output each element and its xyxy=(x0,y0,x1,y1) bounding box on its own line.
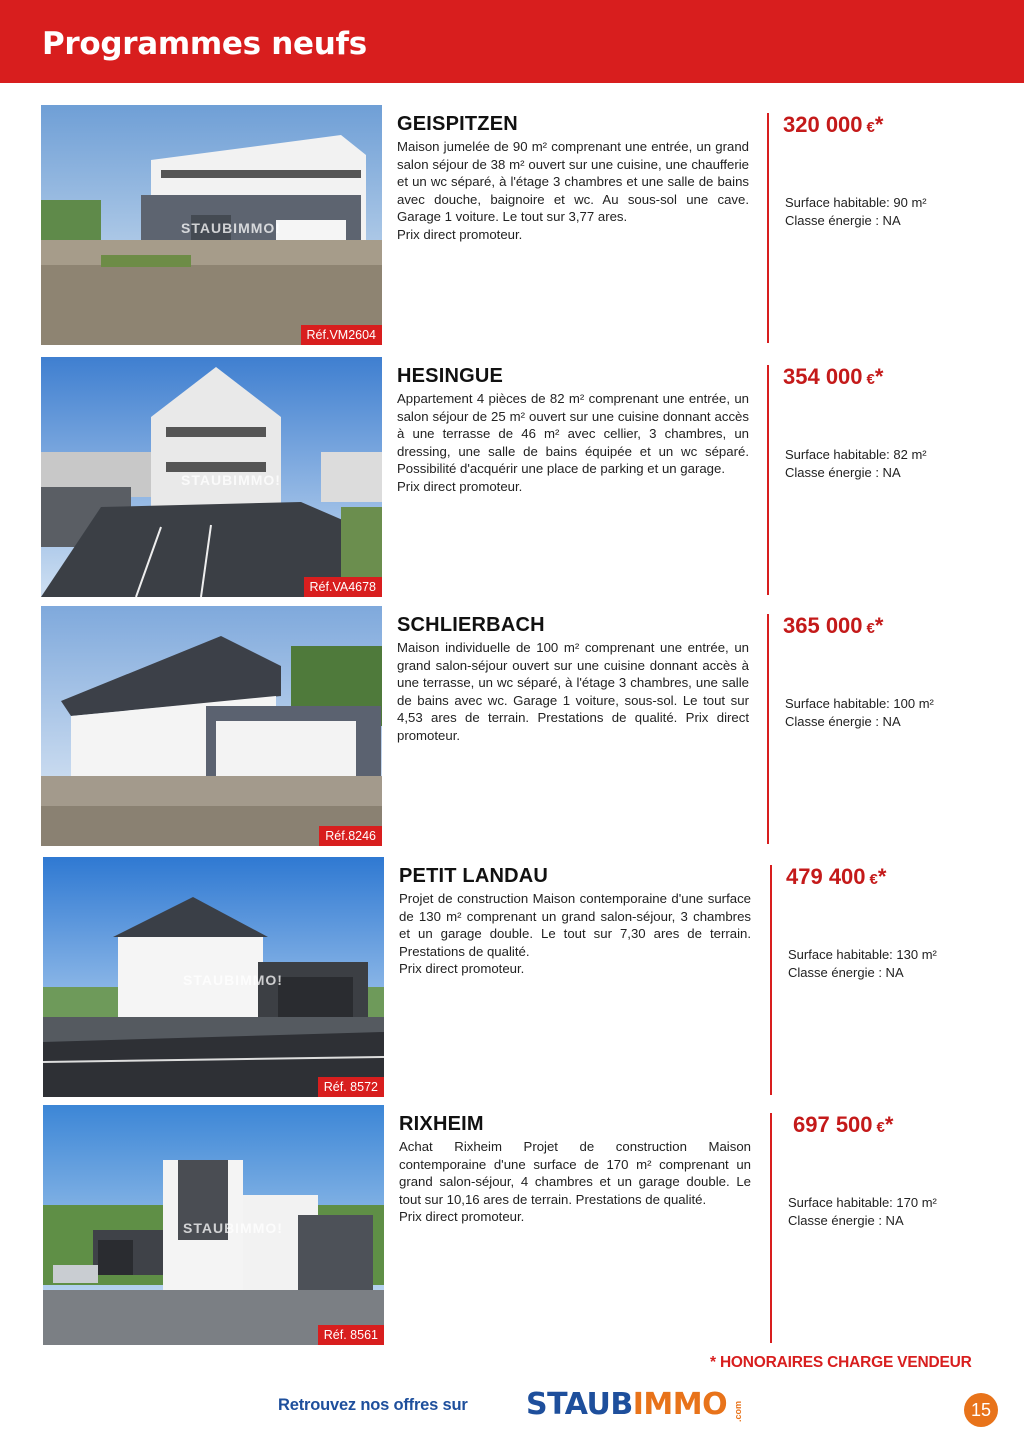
price-asterisk: * xyxy=(884,1112,894,1137)
fees-note: * HONORAIRES CHARGE VENDEUR xyxy=(710,1354,972,1371)
property-photo[interactable] xyxy=(41,606,382,846)
listing-price xyxy=(793,1112,893,1138)
price-asterisk: * xyxy=(874,613,884,638)
surface-habitable: Surface habitable: 100 m² xyxy=(785,696,934,711)
price-value: 697 500 xyxy=(793,1112,873,1137)
listing-description xyxy=(399,890,751,978)
currency-symbol: € xyxy=(866,620,875,637)
currency-symbol: € xyxy=(866,371,875,388)
reference-badge: Réf. 8572 xyxy=(318,1077,384,1097)
watermark: STAUBIMMO! xyxy=(181,220,281,236)
page-number: 15 xyxy=(964,1393,998,1427)
surface-habitable: Surface habitable: 170 m² xyxy=(788,1195,937,1210)
price-value: 320 000 xyxy=(783,112,863,137)
listing-geispitzen[interactable] xyxy=(0,105,1024,347)
footer-tagline: Retrouvez nos offres sur xyxy=(278,1396,468,1414)
divider xyxy=(770,1113,772,1343)
listing-description xyxy=(397,138,749,244)
energy-class: Classe énergie : NA xyxy=(788,1213,904,1228)
description-text: Achat Rixheim Projet de construction Maison contemporaine d'une surface de 170 m² comprenant un grand salon-séjour, 4 chambres et un garage double. Le tout sur 10,16 ares de terrain. Prestations de qualité. xyxy=(399,1139,751,1207)
listing-title: HESINGUE xyxy=(397,365,504,387)
watermark: STAUBIMMO! xyxy=(183,1220,283,1236)
property-photo[interactable] xyxy=(41,357,382,597)
description-extra: Prix direct promoteur. xyxy=(397,226,523,242)
description-text: Maison jumelée de 90 m² comprenant une entrée, un grand salon séjour de 38 m² ouvert sur une cuisine, une chaufferie et un wc séparé, à l'étage 3 chambres et une salle de bains avec douche, baignoire et wc. Au sous-sol une cave. Garage 1 voiture. Le tout sur 3,77 ares. xyxy=(397,139,749,225)
energy-class: Classe énergie : NA xyxy=(785,213,901,228)
description-extra: Prix direct promoteur. xyxy=(399,961,525,977)
listing-petit-landau[interactable] xyxy=(0,857,1024,1099)
description-text: Maison individuelle de 100 m² comprenant une entrée, un grand salon-séjour ouvert sur une cuisine donnant accès à une terrasse, un wc séparé, à l'étage 3 chambres, une salle de bains avec wc. Garage 1 voiture, sous-sol. Le tout sur 4,53 ares de terrain. Prestations de qualité. Prix direct promoteur. xyxy=(397,640,749,743)
listing-hesingue[interactable] xyxy=(0,357,1024,599)
description-extra: Prix direct promoteur. xyxy=(399,1209,525,1225)
energy-class: Classe énergie : NA xyxy=(788,965,904,980)
listing-rixheim[interactable] xyxy=(0,1105,1024,1347)
divider xyxy=(767,113,769,343)
price-value: 479 400 xyxy=(786,864,866,889)
property-photo[interactable] xyxy=(41,105,382,345)
description-text: Appartement 4 pièces de 82 m² comprenant une entrée, un salon séjour de 25 m² ouvert sur une cuisine donnant accès à une terrasse de 46 m² avec cellier, 3 chambres, un dressing, une salle de bains équipée et un wc séparé. Possibilité d'acquérir une place de parking et un garage. xyxy=(397,391,749,477)
currency-symbol: € xyxy=(876,1119,885,1136)
listing-description xyxy=(399,1138,751,1226)
listing-price xyxy=(783,364,883,390)
description-extra: Prix direct promoteur. xyxy=(397,478,523,494)
watermark: STAUBIMMO! xyxy=(183,972,283,988)
price-asterisk: * xyxy=(877,864,887,889)
divider xyxy=(767,614,769,844)
reference-badge: Réf.VA4678 xyxy=(304,577,382,597)
listing-price xyxy=(783,613,883,639)
watermark: STAUBIMMO! xyxy=(181,472,281,488)
price-value: 354 000 xyxy=(783,364,863,389)
energy-class: Classe énergie : NA xyxy=(785,714,901,729)
price-asterisk: * xyxy=(874,364,884,389)
listing-price xyxy=(786,864,886,890)
energy-class: Classe énergie : NA xyxy=(785,465,901,480)
logo-domain: .com xyxy=(733,1400,743,1422)
listing-title: PETIT LANDAU xyxy=(399,865,549,887)
surface-habitable: Surface habitable: 90 m² xyxy=(785,195,927,210)
page-title: Programmes neufs xyxy=(42,26,367,62)
staubimmo-logo[interactable] xyxy=(526,1387,727,1422)
listing-title: GEISPITZEN xyxy=(397,113,518,135)
reference-badge: Réf.VM2604 xyxy=(301,325,382,345)
logo-text-blue: STAUB xyxy=(526,1387,633,1422)
surface-habitable: Surface habitable: 82 m² xyxy=(785,447,927,462)
property-photo[interactable] xyxy=(43,857,384,1097)
reference-badge: Réf.8246 xyxy=(319,826,382,846)
currency-symbol: € xyxy=(869,871,878,888)
listing-price xyxy=(783,112,883,138)
description-text: Projet de construction Maison contemporaine d'une surface de 130 m² comprenant un grand salon-séjour, 3 chambres et un garage double. Le tout sur 7,30 ares de terrain. Prestations de qualité. xyxy=(399,891,751,959)
listing-description xyxy=(397,639,749,745)
listing-schlierbach[interactable] xyxy=(0,606,1024,848)
price-asterisk: * xyxy=(874,112,884,137)
listing-description xyxy=(397,390,749,496)
divider xyxy=(770,865,772,1095)
page-header xyxy=(0,0,1024,83)
logo-text-orange: IMMO xyxy=(632,1387,728,1422)
reference-badge: Réf. 8561 xyxy=(318,1325,384,1345)
listing-title: RIXHEIM xyxy=(399,1113,484,1135)
divider xyxy=(767,365,769,595)
price-value: 365 000 xyxy=(783,613,863,638)
currency-symbol: € xyxy=(866,119,875,136)
listing-title: SCHLIERBACH xyxy=(397,614,545,636)
surface-habitable: Surface habitable: 130 m² xyxy=(788,947,937,962)
property-photo[interactable] xyxy=(43,1105,384,1345)
